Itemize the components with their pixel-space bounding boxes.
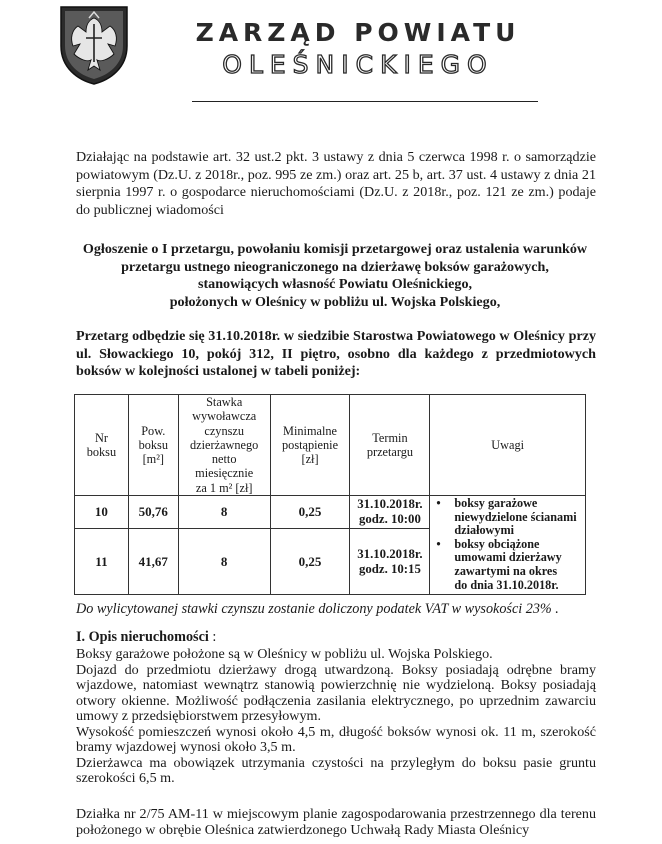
header-remarks: Uwagi [430, 395, 586, 496]
description-paragraph: Dzierżawca ma obowiązek utrzymania czystości na przyległym do boksu pasie gruntu szerokości 6,5 m. [76, 754, 596, 786]
office-name-line1: ZARZĄD POWIATU [195, 18, 521, 47]
coat-of-arms-icon [58, 4, 130, 86]
cell-box-area: 50,76 [128, 496, 178, 529]
header-box-area: Pow. boksu [m²] [128, 395, 178, 496]
office-name-line2: OLEŚNICKIEGO [222, 50, 494, 79]
legal-basis-paragraph: Działając na podstawie art. 32 ust.2 pkt. 3 ustawy z dnia 5 czerwca 1998 r. o samorządzie powiatowym (Dz.U. z 2018r., poz. 995 ze zm.) oraz art. 25 b, art. 37 ust. 4 ustawy z dnia 21 sierpnia 1997 r. o gospodarce nieruchomościami (Dz.U. z 2018r., poz. 121 ze zm.) podaje do publicznej wiadomości [76, 149, 596, 218]
section-heading-suffix: : [208, 629, 217, 645]
garage-boxes-table [74, 394, 586, 595]
cell-box-number: 11 [75, 529, 129, 595]
description-paragraph: Dojazd do przedmiotu dzierżawy drogą utwardzoną. Boksy posiadają odrębne bramy wjazdowe, natomiast wewnątrz stanowią powierzchnię nie wydzieloną. Boksy posiadają otwory okienne. Możliwość podłączenia zasilania elektrycznego, po uprzednim zawarciu umowy z przedsiębiorstwem przesyłowym. [76, 661, 596, 724]
announcement-title-line: przetargu ustnego nieograniczonego na dzierżawę boksów garażowych, [121, 258, 549, 275]
table-header-row [75, 395, 586, 496]
description-paragraph: Boksy garażowe położone są w Oleśnicy w pobliżu ul. Wojska Polskiego. [76, 646, 493, 662]
header-box-number: Nr boksu [75, 395, 129, 496]
header-divider [192, 101, 538, 102]
announcement-title-line: Ogłoszenie o I przetargu, powołaniu komisji przetargowej oraz ustalenia warunków [82, 241, 588, 257]
section-heading [76, 629, 216, 647]
announcement-title [70, 241, 600, 311]
table-row [75, 496, 586, 529]
description-paragraph: Wysokość pomieszczeń wynosi około 4,5 m, długość boksów wynosi ok. 11 m, szerokość bramy wjazdowej wynosi około 3,5 m. [76, 723, 596, 755]
vat-note: Do wylicytowanej stawki czynszu zostanie doliczony podatek VAT w wysokości 23% . [76, 601, 559, 617]
cell-box-area: 41,67 [128, 529, 178, 595]
cell-starting-rate: 8 [178, 496, 270, 529]
announcement-title-line: stanowiących własność Powiatu Oleśnickiego, [197, 276, 473, 292]
cell-auction-date: 31.10.2018r. godz. 10:15 [350, 529, 430, 595]
cell-remarks [430, 496, 586, 595]
remark-item: • boksy obciążone umowami dzierżawy zawartymi na okres do dnia 31.10.2018r. [454, 538, 582, 592]
section-heading-text: I. Opis nieruchomości [76, 629, 209, 645]
cell-min-increment: 0,25 [270, 529, 350, 595]
cell-starting-rate: 8 [178, 529, 270, 595]
remark-item: • boksy garażowe niewydzielone ścianami działowymi [454, 497, 582, 538]
header-auction-date: Termin przetargu [350, 395, 430, 496]
property-description [76, 647, 596, 787]
cell-auction-date: 31.10.2018r. godz. 10:00 [350, 496, 430, 529]
auction-details-paragraph: Przetarg odbędzie się 31.10.2018r. w siedzibie Starostwa Powiatowego w Oleśnicy przy ul. Słowackiego 10, pokój 312, II piętro, osobno dla każdego z przedmiotowych boksów w kolejności ustalonej w tabeli poniżej: [76, 328, 596, 379]
cell-min-increment: 0,25 [270, 496, 350, 529]
header-starting-rate: Stawka wywoławcza czynszu dzierżawnego netto miesięcznie za 1 m² [zł] [178, 395, 270, 496]
plot-paragraph: Działka nr 2/75 AM-11 w miejscowym planie zagospodarowania przestrzennego dla terenu położonego w obrębie Oleśnica zatwierdzonego Uchwałą Rady Miasta Oleśnicy [76, 806, 596, 838]
cell-box-number: 10 [75, 496, 129, 529]
announcement-title-line: położonych w Oleśnicy w pobliżu ul. Wojska Polskiego, [169, 293, 501, 310]
header-min-increment: Minimalne postąpienie [zł] [270, 395, 350, 496]
